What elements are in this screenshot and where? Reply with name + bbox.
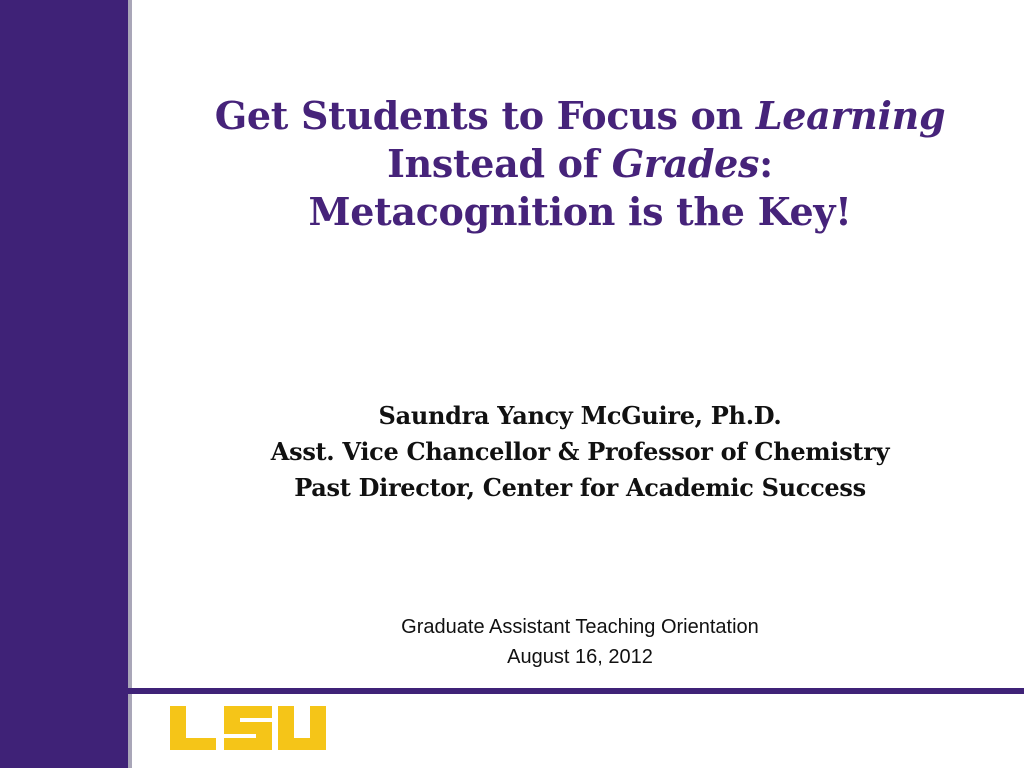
left-purple-bar: [0, 0, 128, 768]
title-line-3: Metacognition is the Key!: [308, 189, 852, 234]
title-line-2: [150, 140, 1010, 188]
title-learning-word: Learning: [755, 93, 946, 138]
author-name: Saundra Yancy McGuire, Ph.D.: [378, 401, 782, 430]
event-name: Graduate Assistant Teaching Orientation: [401, 616, 759, 638]
footer-rule: [128, 688, 1024, 694]
lsu-logo: [168, 704, 328, 752]
left-bar-edge: [128, 0, 132, 768]
author-role: Asst. Vice Chancellor & Professor of Chemistry: [270, 437, 890, 466]
title-line-1-text: Get Students to Focus on: [214, 93, 756, 138]
title-colon: :: [759, 141, 773, 186]
event-block: [150, 612, 1010, 672]
title-line-2-text: Instead of: [387, 141, 612, 186]
event-date: August 16, 2012: [507, 646, 653, 668]
title-grades-word: Grades: [611, 141, 760, 186]
title-line-1: [150, 92, 1010, 140]
slide-title: [150, 92, 1010, 236]
author-block: [150, 398, 1010, 506]
author-past-role: Past Director, Center for Academic Success: [294, 473, 866, 502]
